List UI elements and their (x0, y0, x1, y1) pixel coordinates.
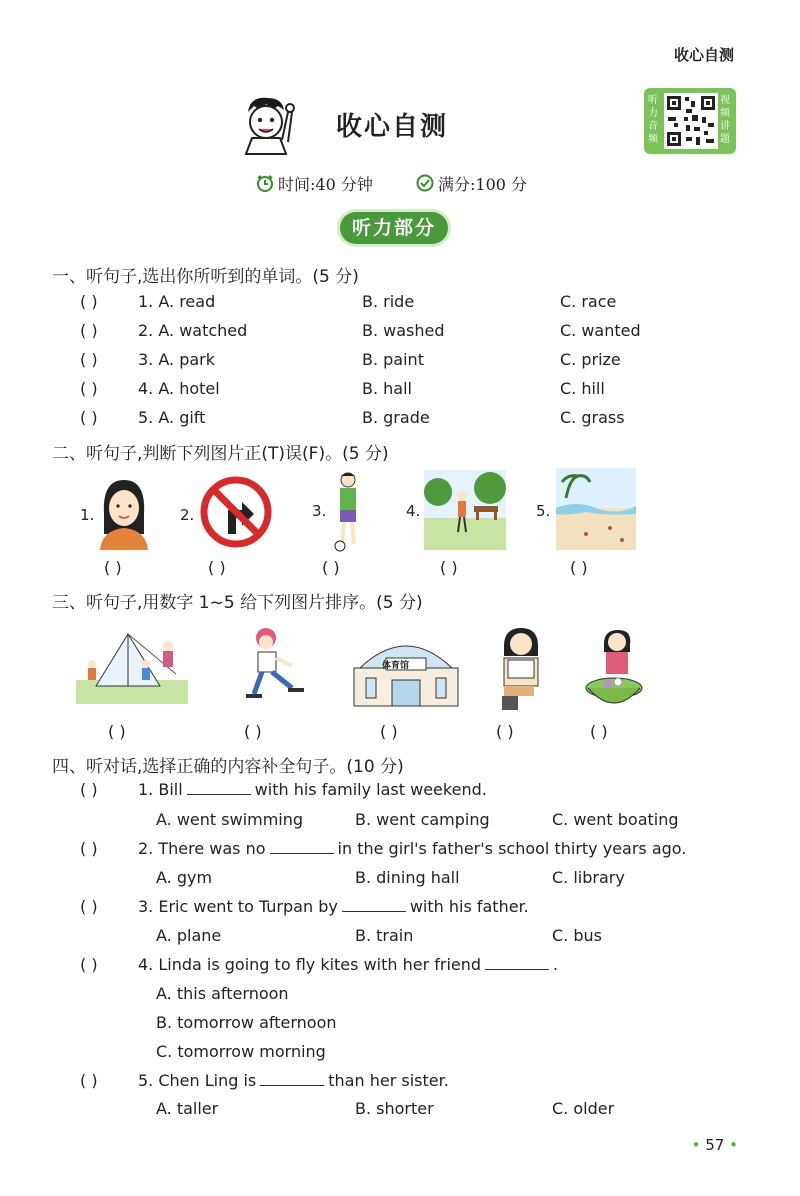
check-icon (416, 174, 434, 196)
qr-code-icon[interactable] (664, 93, 718, 149)
option-b: B. hall (362, 379, 412, 398)
option-b: B. washed (362, 321, 445, 340)
answer-bracket[interactable]: ( ) (208, 558, 226, 577)
answer-bracket[interactable]: ( ) (80, 292, 98, 311)
option-b: B. tomorrow afternoon (156, 1013, 337, 1032)
option-c: C. went boating (552, 810, 679, 829)
question-1 (138, 780, 487, 799)
answer-blank[interactable] (187, 780, 251, 795)
option-c: C. race (560, 292, 617, 311)
question-text: 1. Bill (138, 780, 183, 799)
option-a: A. plane (156, 926, 222, 945)
question-text: 3. Eric went to Turpan by (138, 897, 338, 916)
option-c: C. prize (560, 350, 621, 369)
option-a: A. taller (156, 1099, 219, 1118)
picture-number: 5. (536, 502, 551, 520)
question-2 (138, 839, 686, 858)
bullet-dot-icon: • (691, 1136, 701, 1154)
answer-bracket[interactable]: ( ) (590, 722, 608, 741)
picture-number: 4. (406, 502, 421, 520)
part1-heading: 一、听句子,选出你所听到的单词。(5 分) (52, 267, 359, 287)
answer-bracket[interactable]: ( ) (80, 780, 98, 799)
gym-sign: 体育馆 (382, 661, 410, 671)
option-c: C. bus (552, 926, 602, 945)
option-c: C. library (552, 868, 625, 887)
answer-bracket[interactable]: ( ) (244, 722, 262, 741)
page-title: 收心自测 (336, 112, 449, 142)
question-text: than her sister. (328, 1071, 449, 1090)
option-a: A. this afternoon (156, 984, 289, 1003)
question-text: . (553, 955, 559, 974)
qr-card[interactable] (644, 88, 736, 154)
option-b: B. grade (362, 408, 430, 427)
part3-heading: 三、听句子,用数字 1~5 给下列图片排序。(5 分) (52, 593, 423, 613)
boy-mascot-icon (238, 92, 298, 160)
option-b: B. went camping (355, 810, 490, 829)
answer-bracket[interactable]: ( ) (496, 722, 514, 741)
girl-portrait-image (96, 474, 152, 554)
question-3 (138, 897, 529, 916)
picture-number: 2. (180, 506, 195, 524)
option-b: B. dining hall (355, 868, 460, 887)
question-text: with his family last weekend. (254, 780, 487, 799)
answer-bracket[interactable]: ( ) (80, 897, 98, 916)
option-b: B. train (355, 926, 414, 945)
reading-girl-image (494, 626, 548, 716)
option-c: C. wanted (560, 321, 641, 340)
skating-girl-image (240, 624, 308, 708)
option-a: 2. A. watched (138, 321, 248, 340)
answer-bracket[interactable]: ( ) (322, 558, 340, 577)
answer-blank[interactable] (485, 955, 549, 970)
question-text: 4. Linda is going to fly kites with her friend (138, 955, 482, 974)
option-c: C. tomorrow morning (156, 1042, 326, 1061)
answer-bracket[interactable]: ( ) (440, 558, 458, 577)
question-text: in the girl's father's school thirty years ago. (337, 839, 687, 858)
option-c: C. grass (560, 408, 625, 427)
page-number (692, 1136, 738, 1154)
answer-blank[interactable] (342, 897, 406, 912)
question-text: 5. Chen Ling is (138, 1071, 257, 1090)
park-girl-image (424, 470, 506, 554)
option-a: 4. A. hotel (138, 379, 220, 398)
option-a: 1. A. read (138, 292, 216, 311)
washing-clothes-girl-image (584, 628, 648, 716)
answer-bracket[interactable]: ( ) (80, 350, 98, 369)
option-b: B. ride (362, 292, 415, 311)
answer-bracket[interactable]: ( ) (80, 321, 98, 340)
option-a: A. gym (156, 868, 213, 887)
corner-label: 收心自测 (673, 46, 734, 64)
page-number-value: 57 (705, 1136, 725, 1154)
qr-left-text: 听力音频 (648, 95, 658, 145)
section-pill: 听力部分 (340, 212, 448, 244)
camping-tent-image (76, 624, 188, 708)
part4-heading: 四、听对话,选择正确的内容补全句子。(10 分) (52, 757, 404, 777)
option-c: C. older (552, 1099, 615, 1118)
question-5 (138, 1071, 449, 1090)
answer-bracket[interactable]: ( ) (80, 379, 98, 398)
bullet-dot-icon: • (729, 1136, 738, 1154)
option-c: C. hill (560, 379, 605, 398)
gym-building-image (350, 628, 462, 714)
question-text: with his father. (409, 897, 529, 916)
qr-right-text: 视频讲题 (720, 95, 730, 145)
answer-bracket[interactable]: ( ) (108, 722, 126, 741)
part2-heading: 二、听句子,判断下列图片正(T)误(F)。(5 分) (52, 444, 389, 464)
clock-icon (256, 174, 274, 196)
no-right-turn-sign-icon (200, 476, 272, 552)
answer-bracket[interactable]: ( ) (80, 408, 98, 427)
answer-bracket[interactable]: ( ) (570, 558, 588, 577)
answer-bracket[interactable]: ( ) (380, 722, 398, 741)
question-text: 2. There was no (138, 839, 266, 858)
question-4 (138, 955, 558, 974)
answer-bracket[interactable]: ( ) (80, 955, 98, 974)
option-b: B. paint (362, 350, 424, 369)
picture-number: 3. (312, 502, 327, 520)
time-label: 时间:40 分钟 (278, 175, 373, 194)
score-label: 满分:100 分 (438, 175, 528, 194)
answer-blank[interactable] (270, 839, 334, 854)
option-b: B. shorter (355, 1099, 434, 1118)
answer-bracket[interactable]: ( ) (80, 839, 98, 858)
boy-football-image (330, 470, 366, 556)
option-a: 5. A. gift (138, 408, 206, 427)
answer-bracket[interactable]: ( ) (104, 558, 122, 577)
picture-number: 1. (80, 506, 95, 524)
option-a: A. went swimming (156, 810, 304, 829)
beach-image (556, 468, 636, 554)
option-a: 3. A. park (138, 350, 215, 369)
answer-blank[interactable] (260, 1071, 324, 1086)
answer-bracket[interactable]: ( ) (80, 1071, 98, 1090)
